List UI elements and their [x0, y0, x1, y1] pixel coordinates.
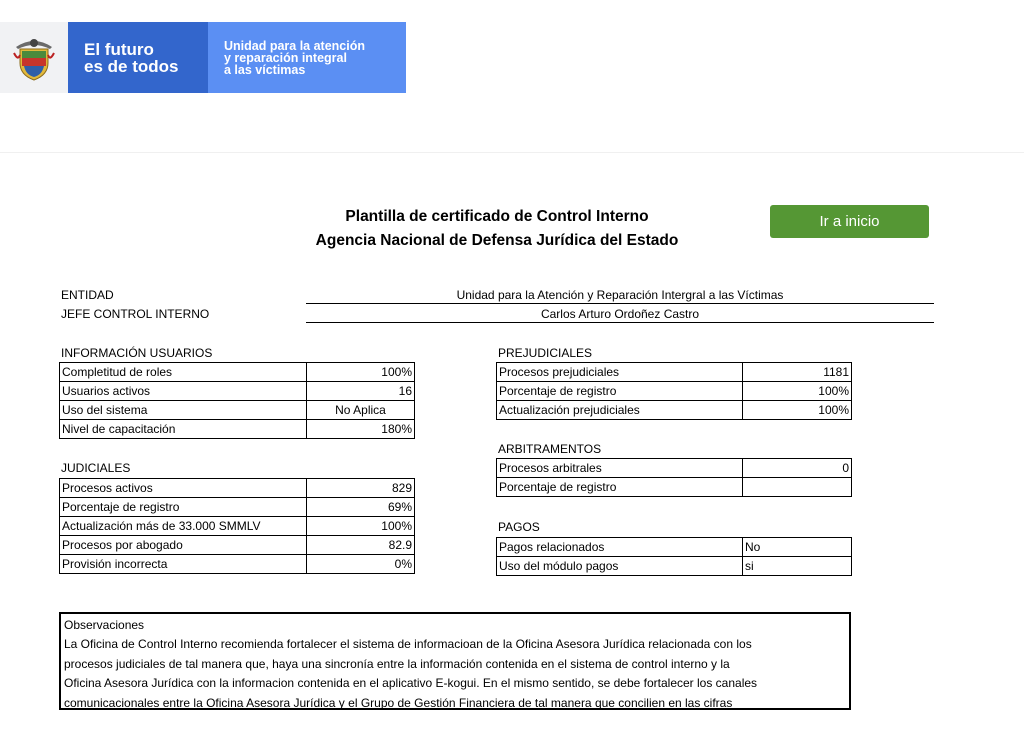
prejudiciales-table: [496, 362, 852, 420]
row-label: Uso del sistema: [60, 401, 307, 420]
observaciones-line: procesos judiciales de tal manera que, haya una sincronía entre la información contenida en el sistema de control interno y la: [64, 656, 730, 671]
table-row: [60, 382, 415, 401]
header-banner: [0, 22, 406, 93]
usuarios-table: [59, 362, 415, 439]
observaciones-line: La Oficina de Control Interno recomienda fortalecer el sistema de informacioan de la Oficina Asesora Jurídica relacionada con los: [64, 637, 752, 652]
table-row: [60, 517, 415, 536]
row-value: [743, 478, 852, 497]
row-label: Nivel de capacitación: [60, 420, 307, 439]
row-label: Porcentaje de registro: [497, 478, 743, 497]
unit-line-2: y reparación integral: [224, 50, 347, 65]
coat-of-arms-icon: [0, 22, 68, 93]
table-row: [60, 479, 415, 498]
home-button[interactable]: Ir a inicio: [770, 205, 929, 238]
observaciones-line: comunicacionales entre la Oficina Asesora Jurídica y el Grupo de Gestión Financiera de tal manera que concilien en las cifras: [64, 695, 733, 710]
pagos-heading: PAGOS: [498, 520, 540, 534]
table-row: [60, 420, 415, 439]
judiciales-heading: JUDICIALES: [61, 461, 131, 475]
observaciones-box: [59, 612, 851, 710]
row-label: Usuarios activos: [60, 382, 307, 401]
table-row: [60, 555, 415, 574]
table-row: [497, 478, 852, 497]
table-row: [60, 536, 415, 555]
row-value: 100%: [743, 401, 852, 420]
table-row: [60, 401, 415, 420]
table-row: [497, 459, 852, 478]
arbitramentos-heading: ARBITRAMENTOS: [498, 442, 602, 456]
row-label: Uso del módulo pagos: [497, 557, 743, 576]
row-label: Pagos relacionados: [497, 538, 743, 557]
page-title: Plantilla de certificado de Control Interno: [345, 208, 649, 225]
tagline-line-1: El futuro: [84, 39, 154, 59]
row-label: Actualización más de 33.000 SMMLV: [60, 517, 307, 536]
row-value: 100%: [743, 382, 852, 401]
row-label: Porcentaje de registro: [497, 382, 743, 401]
row-value: No Aplica: [307, 401, 415, 420]
table-row: [497, 557, 852, 576]
observaciones-heading: Observaciones: [64, 618, 145, 632]
row-value: 69%: [307, 498, 415, 517]
row-value: 1181: [743, 363, 852, 382]
row-label: Actualización prejudiciales: [497, 401, 743, 420]
row-value: No: [743, 538, 852, 557]
judiciales-table: [59, 478, 415, 574]
table-row: [497, 401, 852, 420]
unit-name-block: [208, 22, 406, 93]
table-row: [497, 363, 852, 382]
jefe-value: Carlos Arturo Ordoñez Castro: [540, 307, 700, 321]
row-value: 0%: [307, 555, 415, 574]
row-value: 82.9: [307, 536, 415, 555]
row-value: 16: [307, 382, 415, 401]
row-value: 829: [307, 479, 415, 498]
pagos-table: [496, 537, 852, 576]
entidad-label: ENTIDAD: [61, 288, 114, 302]
tagline-block: [68, 22, 208, 93]
entidad-underline: [306, 303, 934, 304]
page-subtitle: Agencia Nacional de Defensa Jurídica del Estado: [315, 232, 679, 249]
row-label: Procesos prejudiciales: [497, 363, 743, 382]
usuarios-heading: INFORMACIÓN USUARIOS: [61, 346, 213, 360]
row-value: 100%: [307, 363, 415, 382]
entidad-value: Unidad para la Atención y Reparación Intergral a las Víctimas: [456, 288, 784, 302]
row-label: Porcentaje de registro: [60, 498, 307, 517]
row-value: 0: [743, 459, 852, 478]
row-label: Procesos arbitrales: [497, 459, 743, 478]
header-divider: [0, 152, 1024, 153]
row-label: Procesos por abogado: [60, 536, 307, 555]
observaciones-line: Oficina Asesora Jurídica con la informacion contenida en el aplicativo E-kogui. En el mismo sentido, se debe fortalecer los canales: [64, 676, 758, 691]
row-label: Completitud de roles: [60, 363, 307, 382]
prejudiciales-heading: PREJUDICIALES: [498, 346, 593, 360]
tagline-line-2: es de todos: [84, 56, 179, 76]
row-value: si: [743, 557, 852, 576]
arbitramentos-table: [496, 458, 852, 497]
row-value: 100%: [307, 517, 415, 536]
jefe-underline: [306, 322, 934, 323]
table-row: [60, 363, 415, 382]
jefe-label: JEFE CONTROL INTERNO: [61, 307, 210, 321]
table-row: [497, 382, 852, 401]
unit-line-3: a las víctimas: [224, 62, 306, 77]
row-value: 180%: [307, 420, 415, 439]
table-row: [60, 498, 415, 517]
row-label: Provisión incorrecta: [60, 555, 307, 574]
table-row: [497, 538, 852, 557]
row-label: Procesos activos: [60, 479, 307, 498]
unit-line-1: Unidad para la atención: [224, 38, 366, 53]
